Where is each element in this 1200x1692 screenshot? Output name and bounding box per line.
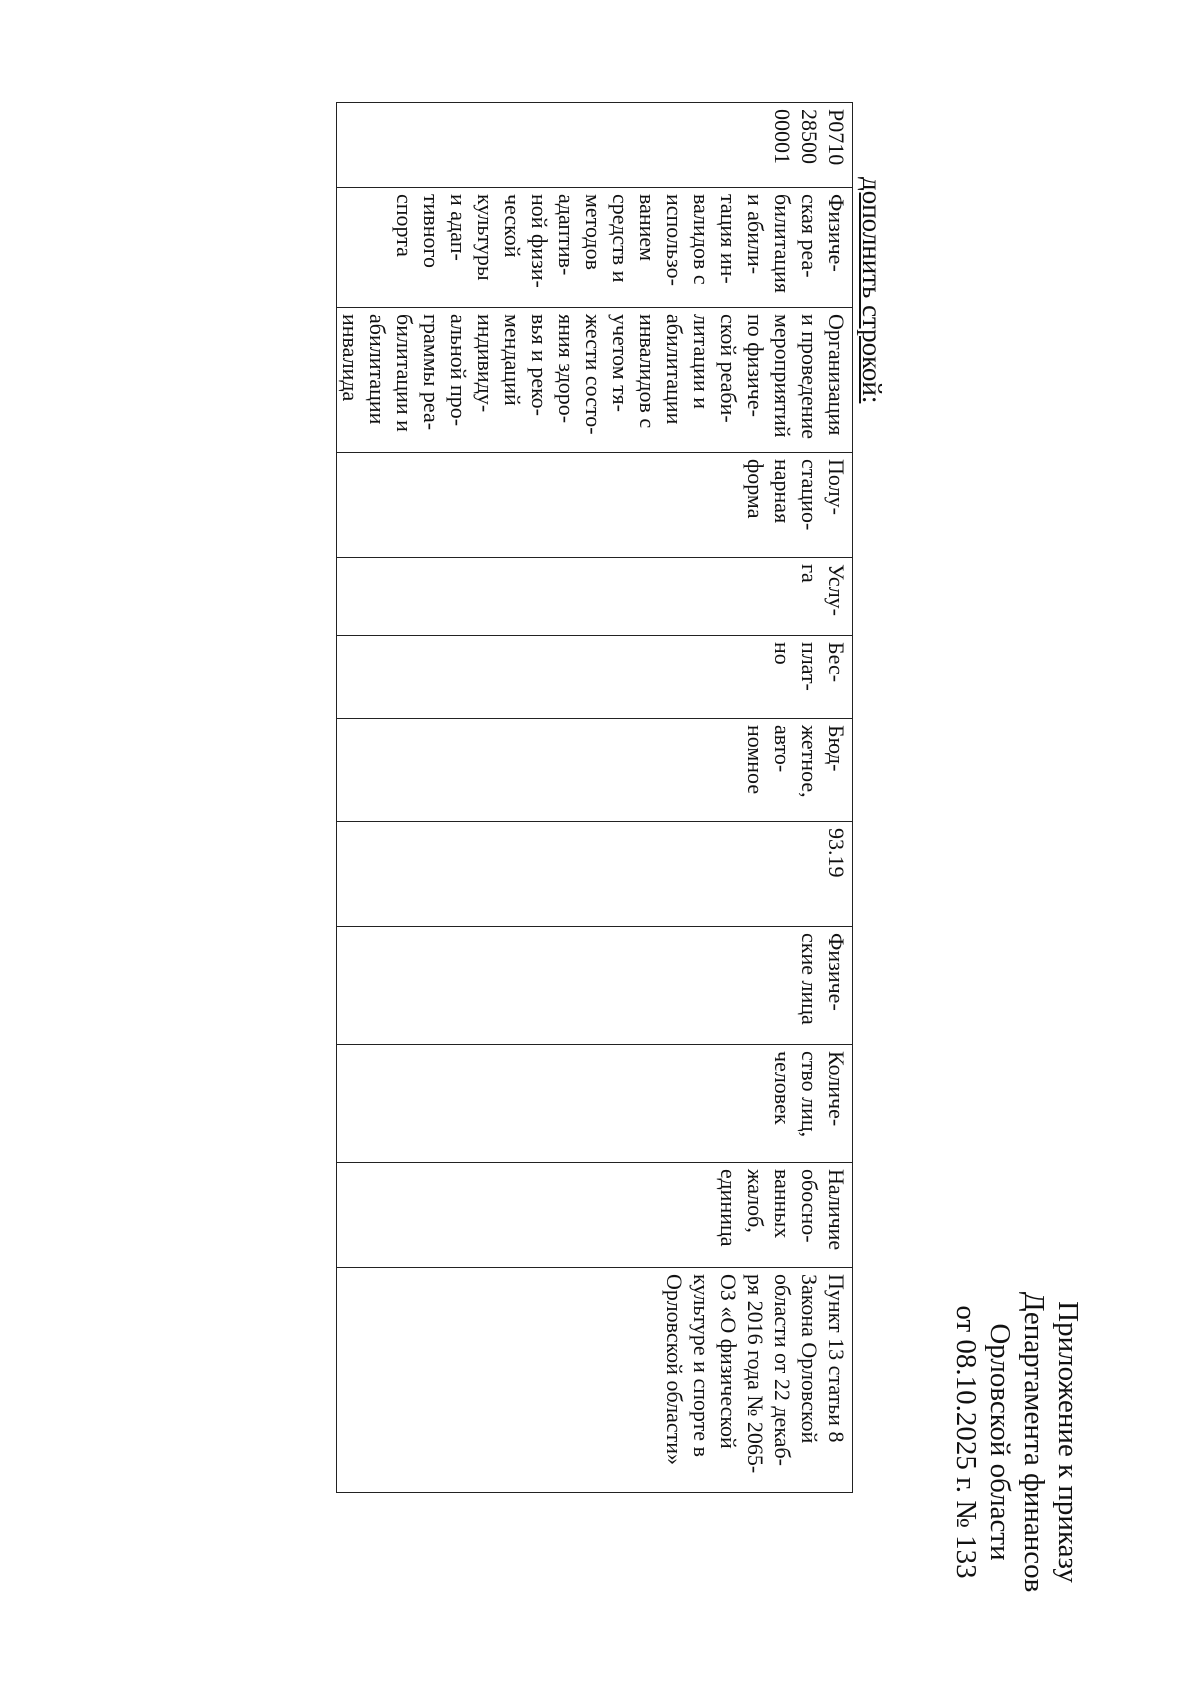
intro-text: дополнить строкой: (857, 177, 887, 404)
cell-legal-basis: Пункт 13 статьи 8 Закона Орловской области от 22 декаб- ря 2016 года № 2065- ОЗ «О физической культуре и спорте в Орловской области» (337, 1268, 853, 1493)
cell-service-name: Физиче- ская реа- билитация и абили- тация ин- валидов с использо- ванием средств и методов адаптив- ной физи- ческой культуры и адап- тивного спорта (337, 188, 853, 308)
services-table (336, 102, 853, 1493)
cell-consumers: Физиче- ские лица (337, 927, 853, 1045)
rotated-document-page (325, 102, 1085, 1622)
header-line-2: Департамента финансов (1018, 1291, 1050, 1593)
table-row (337, 103, 853, 1493)
cell-okved-code: 93.19 (337, 822, 853, 927)
cell-institution-type: Бюд- жетное, авто- номное (337, 719, 853, 822)
order-appendix-header (949, 1252, 1085, 1632)
cell-payment: Бес- плат- но (337, 636, 853, 719)
header-line-1: Приложение к приказу (1052, 1301, 1084, 1583)
cell-service-content: Организация и проведение мероприятий по физиче- ской реаби- литации и абилитации инвалидов с учетом тя- жести состо- яния здоро- вья и реко- мендаций индивиду- альной про- граммы реа- билитации и абилитации инвалида (337, 308, 853, 453)
cell-provision-form: Полу- стацио- нарная форма (337, 453, 853, 558)
header-line-3: Орловской области (984, 1323, 1016, 1561)
cell-type: Услу- га (337, 558, 853, 636)
cell-quality-indicator: Наличие обосно- ванных жалоб, единица (337, 1163, 853, 1268)
cell-registry-code: Р0710 28500 00001 (337, 103, 853, 188)
header-line-4: от 08.10.2025 г. № 133 (950, 1305, 982, 1579)
cell-volume-indicator: Количе- ство лиц, человек (337, 1045, 853, 1163)
